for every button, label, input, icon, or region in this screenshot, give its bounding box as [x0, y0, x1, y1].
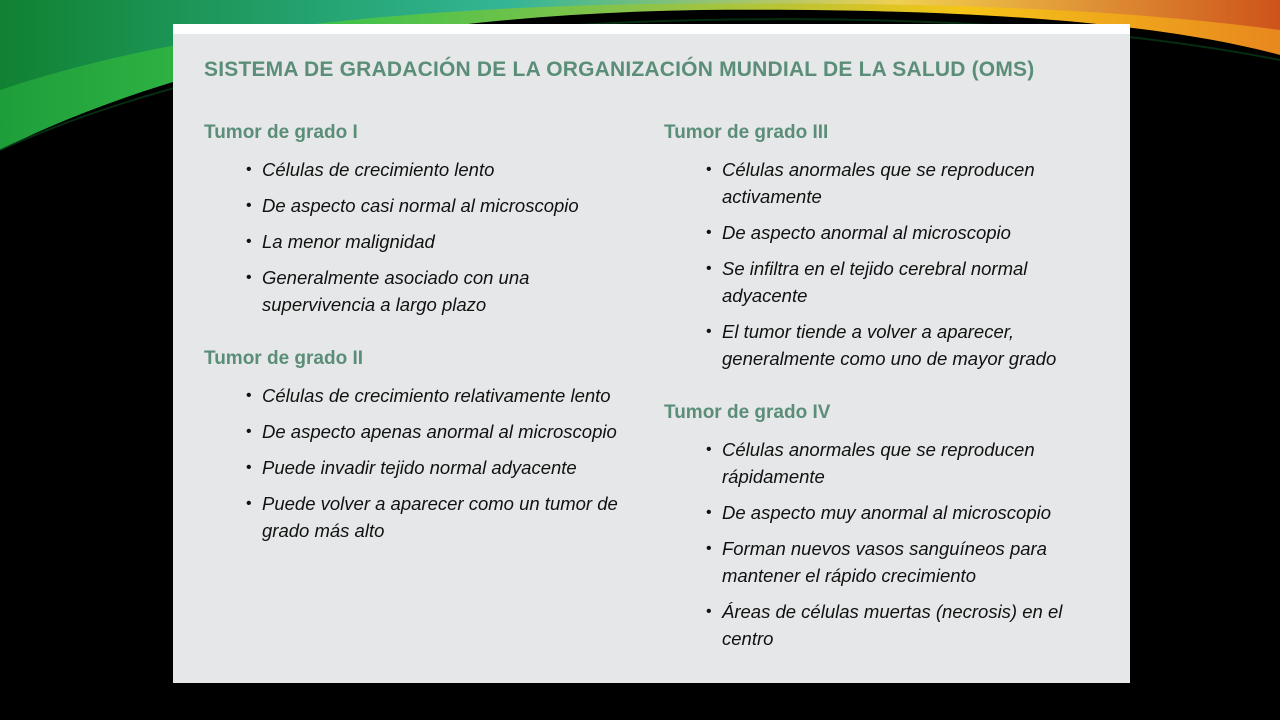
bullet-list — [664, 156, 1104, 372]
bullet-icon: • — [706, 224, 712, 241]
list-item: • Áreas de células muertas (necrosis) en el centro — [664, 598, 1104, 652]
bullet-icon: • — [706, 260, 712, 277]
bullet-icon: • — [246, 459, 252, 476]
section-heading: Tumor de grado II — [204, 348, 364, 369]
bullet-list — [204, 382, 634, 544]
bullet-icon: • — [246, 387, 252, 404]
section-heading: Tumor de grado IV — [664, 402, 831, 423]
list-item: • La menor malignidad — [204, 228, 634, 255]
bullet-icon: • — [246, 161, 252, 178]
bullet-icon: • — [706, 540, 712, 557]
list-item: • Células de crecimiento relativamente lento — [204, 382, 634, 409]
list-item: • De aspecto muy anormal al microscopio — [664, 499, 1104, 526]
list-item: • De aspecto anormal al microscopio — [664, 219, 1104, 246]
bullet-icon: • — [246, 233, 252, 250]
list-item: • Puede volver a aparecer como un tumor de grado más alto — [204, 490, 634, 544]
bullet-icon: • — [246, 423, 252, 440]
section-heading: Tumor de grado I — [204, 122, 358, 143]
bullet-icon: • — [706, 441, 712, 458]
list-item: • Células anormales que se reproducen rápidamente — [664, 436, 1104, 490]
bullet-icon: • — [246, 197, 252, 214]
list-item: • De aspecto casi normal al microscopio — [204, 192, 634, 219]
left-column — [204, 122, 634, 574]
list-item: • Forman nuevos vasos sanguíneos para mantener el rápido crecimiento — [664, 535, 1104, 589]
list-item: • Puede invadir tejido normal adyacente — [204, 454, 634, 481]
bullet-icon: • — [246, 495, 252, 512]
grade-section — [204, 122, 634, 318]
bullet-icon: • — [706, 603, 712, 620]
bullet-list — [204, 156, 634, 318]
grade-section — [204, 348, 634, 544]
grade-section — [664, 402, 1104, 652]
section-heading: Tumor de grado III — [664, 122, 829, 143]
bullet-list — [664, 436, 1104, 652]
list-item: • Células anormales que se reproducen activamente — [664, 156, 1104, 210]
bullet-icon: • — [246, 269, 252, 286]
right-column — [664, 122, 1104, 682]
grade-section — [664, 122, 1104, 372]
list-item: • De aspecto apenas anormal al microscopio — [204, 418, 634, 445]
list-item: • Células de crecimiento lento — [204, 156, 634, 183]
bullet-icon: • — [706, 161, 712, 178]
page-title: SISTEMA DE GRADACIÓN DE LA ORGANIZACIÓN MUNDIAL DE LA SALUD (OMS) — [204, 58, 1035, 81]
list-item: • El tumor tiende a volver a aparecer, generalmente como uno de mayor grado — [664, 318, 1104, 372]
list-item: • Generalmente asociado con una supervivencia a largo plazo — [204, 264, 634, 318]
bullet-icon: • — [706, 323, 712, 340]
bullet-icon: • — [706, 504, 712, 521]
list-item: • Se infiltra en el tejido cerebral normal adyacente — [664, 255, 1104, 309]
info-panel — [173, 34, 1130, 683]
content-card — [173, 24, 1130, 683]
